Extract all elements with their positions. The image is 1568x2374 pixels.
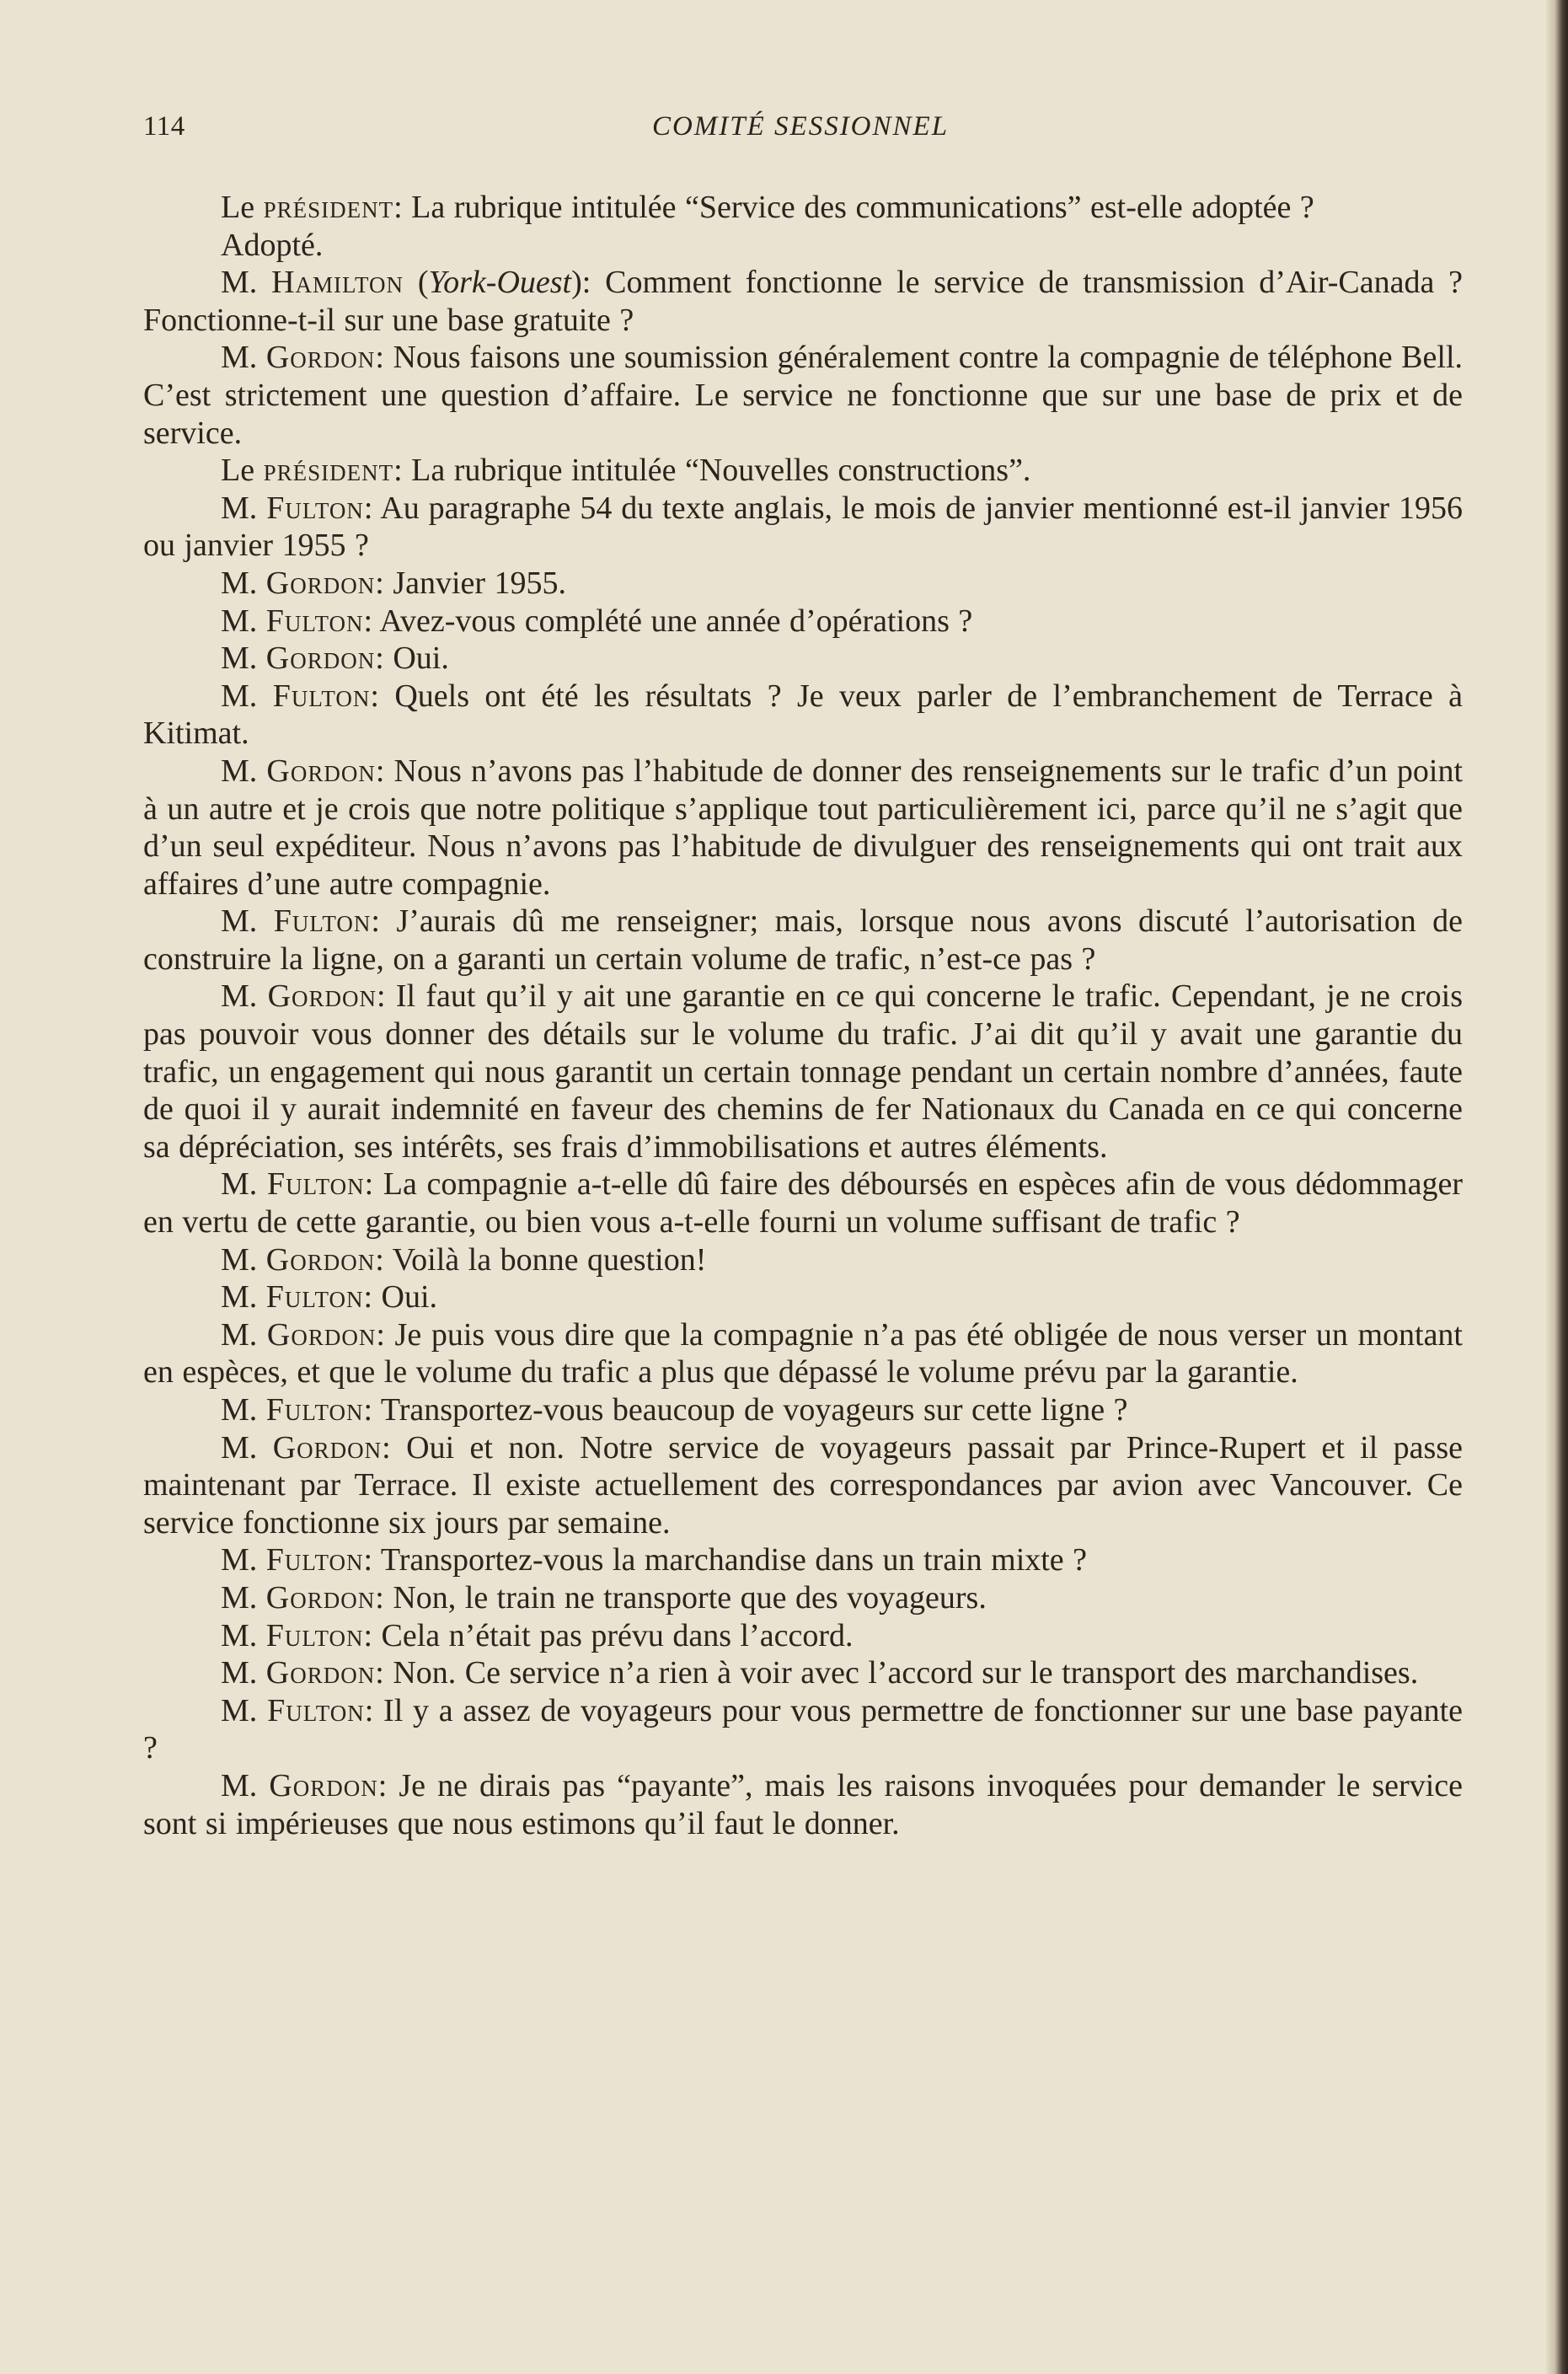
- transcript-paragraph: [143, 753, 1463, 903]
- speaker-title: M.: [221, 640, 266, 677]
- speaker-separator: :: [375, 340, 393, 376]
- speaker-title: M.: [221, 978, 268, 1015]
- speaker-name: Gordon: [267, 978, 377, 1015]
- transcript-paragraph: [143, 1316, 1463, 1391]
- transcript-paragraph: [143, 339, 1463, 452]
- running-title: COMITÉ SESSIONNEL: [651, 111, 950, 142]
- speech-text: La compagnie a-t-elle dû faire des déboursés en espèces afin de vous dédommager en vertu de cette garantie, ou bien vous a-t-elle fourni un volume suffisant de trafic ?: [143, 1166, 1463, 1241]
- speaker-title: M.: [221, 603, 266, 639]
- transcript-paragraph: [143, 227, 1463, 265]
- speaker-title: M.: [221, 1767, 270, 1803]
- speech-text: Je puis vous dire que la compagnie n’a pas été obligée de nous verser un montant en espèces, et que le volume du trafic a plus que dépassé le volume prévu par la garantie.: [143, 1316, 1463, 1391]
- speaker-riding: York-Ouest: [428, 265, 572, 301]
- speaker-title: M.: [221, 1241, 266, 1278]
- speaker-title: M.: [221, 1166, 267, 1203]
- speaker-name: Fulton: [272, 678, 371, 714]
- speaker-name: Gordon: [265, 340, 376, 376]
- speaker-separator: :: [375, 1655, 393, 1691]
- transcript-paragraph: [143, 1579, 1463, 1617]
- speaker-name: Gordon: [265, 565, 376, 601]
- speaker-name: Gordon: [265, 1241, 376, 1278]
- speaker-separator: :: [393, 453, 412, 489]
- speaker-title: M.: [221, 1279, 266, 1316]
- speech-text: Oui.: [381, 1279, 438, 1316]
- speech-text: Voilà la bonne question!: [392, 1241, 707, 1278]
- transcript-paragraph: [143, 640, 1463, 678]
- transcript-paragraph: [143, 1767, 1463, 1842]
- speech-text: Nous faisons une soumission généralement contre la compagnie de téléphone Bell. C’est strictement une question d’affaire. Le service ne fonctionne que sur une base de prix et de service.: [143, 340, 1463, 451]
- speaker-title: M.: [221, 1429, 273, 1466]
- speaker-separator: :: [375, 640, 393, 677]
- speaker-name: Gordon: [265, 1579, 376, 1616]
- speaker-title: M.: [221, 1316, 267, 1353]
- speaker-name: Fulton: [267, 1692, 365, 1728]
- speaker-separator: :: [371, 903, 397, 940]
- speaker-separator: :: [363, 1279, 382, 1316]
- speaker-name: Gordon: [269, 1767, 378, 1803]
- speaker-title: M.: [221, 678, 273, 714]
- speaker-name: président: [263, 190, 394, 225]
- speaker-title: M.: [221, 265, 272, 301]
- speaker-separator: :: [377, 978, 396, 1015]
- speaker-separator: :: [377, 1767, 399, 1803]
- speaker-separator: :: [376, 1316, 395, 1353]
- speech-text: La rubrique intitulée “Nouvelles constructions”.: [411, 453, 1031, 489]
- speech-text: Avez-vous complété une année d’opérations ?: [379, 603, 973, 639]
- speaker-name: président: [263, 453, 394, 489]
- speaker-name: Fulton: [266, 1166, 365, 1203]
- transcript-paragraph: [143, 1654, 1463, 1692]
- speaker-name: Fulton: [265, 1617, 364, 1653]
- transcript-paragraph: [143, 490, 1463, 565]
- transcript-paragraph: [143, 1278, 1463, 1316]
- transcript-paragraph: [143, 1617, 1463, 1655]
- speaker-title: M.: [221, 1579, 266, 1616]
- transcript-paragraph: [143, 1541, 1463, 1579]
- speech-text: Oui.: [393, 640, 449, 677]
- speaker-title: M.: [221, 1655, 266, 1691]
- page-number: 114: [143, 111, 185, 142]
- speaker-name: Fulton: [265, 603, 364, 639]
- speech-text: Oui et non. Notre service de voyageurs passait par Prince-Rupert et il passe maintenant par Terrace. Il existe actuellement des correspondances par avion avec Vancouver. Ce service fonctionne six jours par semaine.: [143, 1429, 1463, 1541]
- speech-text: Cela n’était pas prévu dans l’accord.: [381, 1617, 854, 1653]
- transcript-paragraph: M. Hamilton (York-Ouest): Comment fonctionne le service de transmission d’Air-Canada ? Fonctionne-t-il sur une base gratuite ?: [143, 265, 1464, 338]
- speaker-name: Gordon: [272, 1429, 383, 1466]
- speech-text: Je ne dirais pas “payante”, mais les raisons invoquées pour demander le service sont si impérieuses que nous estimons qu’il faut le donner.: [143, 1767, 1463, 1841]
- speaker-name: Fulton: [265, 1542, 364, 1578]
- page-header: [143, 111, 1458, 150]
- speaker-title: Le: [221, 190, 264, 225]
- transcript-paragraph: [143, 565, 1463, 603]
- speaker-separator: :: [375, 565, 393, 601]
- transcript-paragraph: [143, 189, 1463, 227]
- speaker-title: M.: [221, 1617, 266, 1653]
- speaker-title: Le: [221, 453, 264, 489]
- speaker-title: M.: [221, 1692, 268, 1728]
- speaker-separator: :: [364, 1166, 383, 1203]
- speaker-title: M.: [221, 1392, 266, 1428]
- speaker-separator: :: [393, 190, 412, 225]
- speaker-separator: :: [363, 1617, 382, 1653]
- transcript-paragraph: [143, 1391, 1463, 1429]
- speaker-title: M.: [221, 753, 267, 789]
- speech-text: Il faut qu’il y ait une garantie en ce qui concerne le trafic. Cependant, je ne crois pas pouvoir vous donner des détails sur le volume du trafic. J’ai dit qu’il y avait une garantie du trafic, un engagement qui nous garantit un certain tonnage pendant un certain nombre d’années, faute de quoi il y aurait indemnité en faveur des chemins de fer Nationaux du Canada en ce qui concerne sa dépréciation, ses intérêts, ses frais d’immobilisations et autres éléments.: [143, 978, 1463, 1165]
- speaker-name: Fulton: [266, 490, 364, 526]
- speaker-title: M.: [221, 565, 266, 601]
- speaker-name: Fulton: [273, 903, 372, 940]
- speaker-separator: :: [375, 753, 394, 789]
- speaker-title: M.: [221, 340, 266, 376]
- transcript-paragraph: [143, 452, 1463, 490]
- transcript-paragraph: [143, 1429, 1463, 1542]
- speech-text: Adopté.: [221, 227, 324, 263]
- transcript-paragraph: [143, 1692, 1463, 1767]
- speaker-separator: :: [363, 1392, 381, 1428]
- speech-text: Transportez-vous beaucoup de voyageurs sur cette ligne ?: [380, 1392, 1128, 1428]
- transcript-paragraph: [143, 1241, 1463, 1279]
- transcript-paragraph: [143, 678, 1463, 753]
- speech-text: Janvier 1955.: [393, 565, 567, 601]
- transcript-paragraph: [143, 903, 1463, 978]
- speaker-separator: :: [370, 678, 395, 714]
- speaker-name: Gordon: [265, 1655, 376, 1691]
- speaker-title: M.: [221, 490, 267, 526]
- speaker-name: Gordon: [266, 753, 376, 789]
- speaker-name: Gordon: [266, 1316, 377, 1353]
- speaker-name: Fulton: [265, 1279, 364, 1316]
- speech-text: Quels ont été les résultats ? Je veux parler de l’embranchement de Terrace à Kitimat.: [143, 678, 1464, 752]
- speaker-separator: :: [375, 1241, 393, 1278]
- speech-text: Il y a assez de voyageurs pour vous permettre de fonctionner sur une base payante ?: [143, 1692, 1464, 1766]
- speaker-separator: :: [363, 490, 381, 526]
- speech-text: Comment fonctionne le service de transmission d’Air-Canada ? Fonctionne-t-il sur une base gratuite ?: [143, 265, 1464, 338]
- transcript-paragraph: [143, 978, 1463, 1166]
- speaker-separator: :: [363, 1542, 381, 1578]
- speaker-title: M.: [221, 1542, 266, 1578]
- speech-text: Non, le train ne transporte que des voyageurs.: [393, 1579, 987, 1616]
- speaker-name: Gordon: [265, 640, 376, 677]
- transcript-body: [143, 189, 1463, 1842]
- transcript-paragraph: [143, 1166, 1463, 1241]
- transcript-paragraph: [143, 603, 1463, 640]
- speaker-name: Fulton: [265, 1392, 364, 1428]
- speech-text: J’aurais dû me renseigner; mais, lorsque nous avons discuté l’autorisation de construire la ligne, on a garanti un certain volume de trafic, n’est-ce pas ?: [143, 903, 1464, 977]
- speaker-separator: :: [363, 603, 380, 639]
- speech-text: Transportez-vous la marchandise dans un train mixte ?: [380, 1542, 1088, 1578]
- speaker-separator: :: [375, 1579, 393, 1616]
- speaker-separator: :: [581, 265, 606, 301]
- speech-text: Non. Ce service n’a rien à voir avec l’accord sur le transport des marchandises.: [393, 1655, 1419, 1691]
- speaker-separator: :: [364, 1692, 384, 1728]
- speech-text: Nous n’avons pas l’habitude de donner des renseignements sur le trafic d’un point à un autre et je crois que notre politique s’applique tout particulièrement ici, parce qu’il ne s’agit que d’un seul expéditeur. Nous n’avons pas l’habitude de divulguer des renseignements qui ont trait aux affaires d’une autre compagnie.: [143, 753, 1463, 902]
- speech-text: Au paragraphe 54 du texte anglais, le mois de janvier mentionné est-il janvier 1956 ou janvier 1955 ?: [143, 490, 1463, 564]
- speaker-title: M.: [221, 903, 274, 940]
- speaker-name: Hamilton: [271, 265, 404, 301]
- page-edge-shadow: [1546, 0, 1568, 2374]
- speaker-separator: :: [382, 1429, 407, 1466]
- speech-text: La rubrique intitulée “Service des communications” est-elle adoptée ?: [411, 190, 1314, 225]
